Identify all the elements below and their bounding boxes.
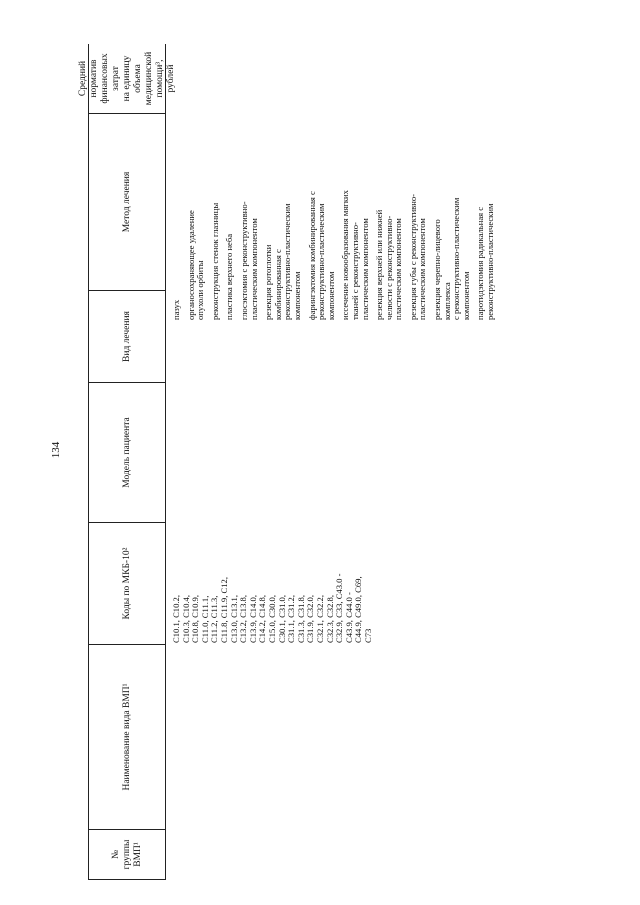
treatment-method-item [409, 120, 428, 320]
header-vmp-name: Наименование вида ВМП¹ [89, 644, 165, 829]
treatment-method-item [240, 120, 259, 320]
icd-code-line: C13.0, C13.1, [228, 595, 239, 643]
treatment-method-line: глосэктомия с реконструктивно- [238, 201, 249, 320]
icd-code-line: C11.2, C11.3, [209, 595, 220, 643]
icd-code-line: C32.3, C32.8, [324, 595, 335, 643]
treatment-method-line: паротидэктомия радикальная с [475, 206, 486, 320]
header-treatment-type: Вид лечения [89, 290, 165, 382]
treatment-method-item [211, 120, 221, 320]
icd-code-line: C10.8, C10.9, [190, 595, 201, 643]
treatment-method-line: комплекса [441, 282, 452, 320]
icd-code-line: C13.2, C13.8, [238, 595, 249, 643]
header-patient-model: Модель пациента [89, 382, 165, 522]
treatment-method-line: резекция черепно-лицевого [432, 219, 443, 320]
header-cost-standard: Средний норматив финансовых затрат на единицу объема медицинской помощи³, рублей [77, 51, 176, 106]
icd-code-line: C11.0, C11.1, [199, 595, 210, 643]
icd-code-line: C43.9, C44.0 - [343, 592, 354, 643]
header-group-number: № группы ВМП¹ [89, 829, 165, 879]
treatment-method-line: компонентом [460, 271, 471, 320]
treatment-method-item [375, 120, 404, 320]
treatment-method-line: тканей с реконструктивно- [349, 222, 360, 320]
icd-code-line: C14.2, C14.8, [257, 595, 268, 643]
treatment-method-item [225, 120, 235, 320]
treatment-method-line: компонентом [291, 271, 302, 320]
icd-code-line: C13.9, C14.0, [247, 595, 258, 643]
page-number: 134 [50, 441, 62, 459]
icd-code-line: C31.1, C31.2, [286, 595, 297, 643]
icd-code-line: C10.1, C10.2, [171, 595, 181, 643]
treatment-method-line: пластика верхнего неба [224, 233, 235, 320]
treatment-method-item [187, 120, 206, 320]
icd-code-line: C10.3, C10.4, [180, 595, 191, 643]
icd-code-line: C32.9, C33, C43.0 - [334, 573, 345, 643]
treatment-method-item [264, 120, 302, 320]
icd-code-line: C15.0, C30.0, [266, 595, 277, 643]
header-icd-codes: Коды по МКБ-10² [89, 522, 165, 644]
treatment-method-item [433, 120, 471, 320]
treatment-method-line: опухоли орбиты [195, 260, 206, 320]
treatment-method-line: иссечение новообразования мягких [340, 190, 351, 320]
treatment-method-line: реконструкция стенок глазницы [209, 202, 220, 320]
icd-code-line: C44.9, C49.0, C69, [353, 576, 364, 643]
icd-code-line: C31.9, C32.0, [305, 595, 316, 643]
icd-code-line: C31.3, C31.8, [295, 595, 306, 643]
treatment-method-item [172, 120, 182, 320]
treatment-method-line: реконструктивно-пластическим [485, 203, 496, 320]
icd-code-line: C30.1, C31.0, [276, 595, 287, 643]
treatment-method-item [476, 120, 495, 320]
treatment-method-line: реконструктивно-пластическим [316, 203, 327, 320]
icd-codes-column [172, 533, 373, 643]
treatment-method-line: с реконструктивно-пластическим [451, 197, 462, 320]
icd-code-line: C73 [362, 628, 373, 643]
treatment-method-line: челюсти с реконструктивно- [383, 215, 394, 320]
treatment-method-line: резекция верхней или нижней [374, 209, 385, 320]
icd-code-line: C32.1, C32.2, [314, 595, 325, 643]
treatment-method-line: пазух [171, 299, 181, 320]
treatment-method-line: пластическим компонентом [417, 218, 428, 320]
treatment-method-line: комбинированная с [272, 249, 283, 320]
treatment-method-item [308, 120, 337, 320]
treatment-method-line: пластическим компонентом [248, 218, 259, 320]
treatment-method-line: компонентом [325, 271, 336, 320]
icd-code-line: C11.8, C11.9, C12, [218, 577, 229, 643]
treatment-method-line: пластическим компонентом [359, 218, 370, 320]
treatment-method-line: пластическим компонентом [393, 218, 404, 320]
treatment-method-item [341, 120, 370, 320]
treatment-method-line: резекция губы с реконструктивно- [407, 194, 418, 320]
header-treatment-method: Метод лечения [89, 113, 165, 290]
treatment-method-line: фарингэктомия комбинированная с [306, 191, 317, 320]
treatment-methods-column [172, 120, 501, 320]
treatment-method-line: органосохраняющее удаление [185, 210, 196, 320]
treatment-method-line: реконструктивно-пластическим [282, 203, 293, 320]
treatment-method-line: резекция ротоглотки [263, 244, 274, 320]
